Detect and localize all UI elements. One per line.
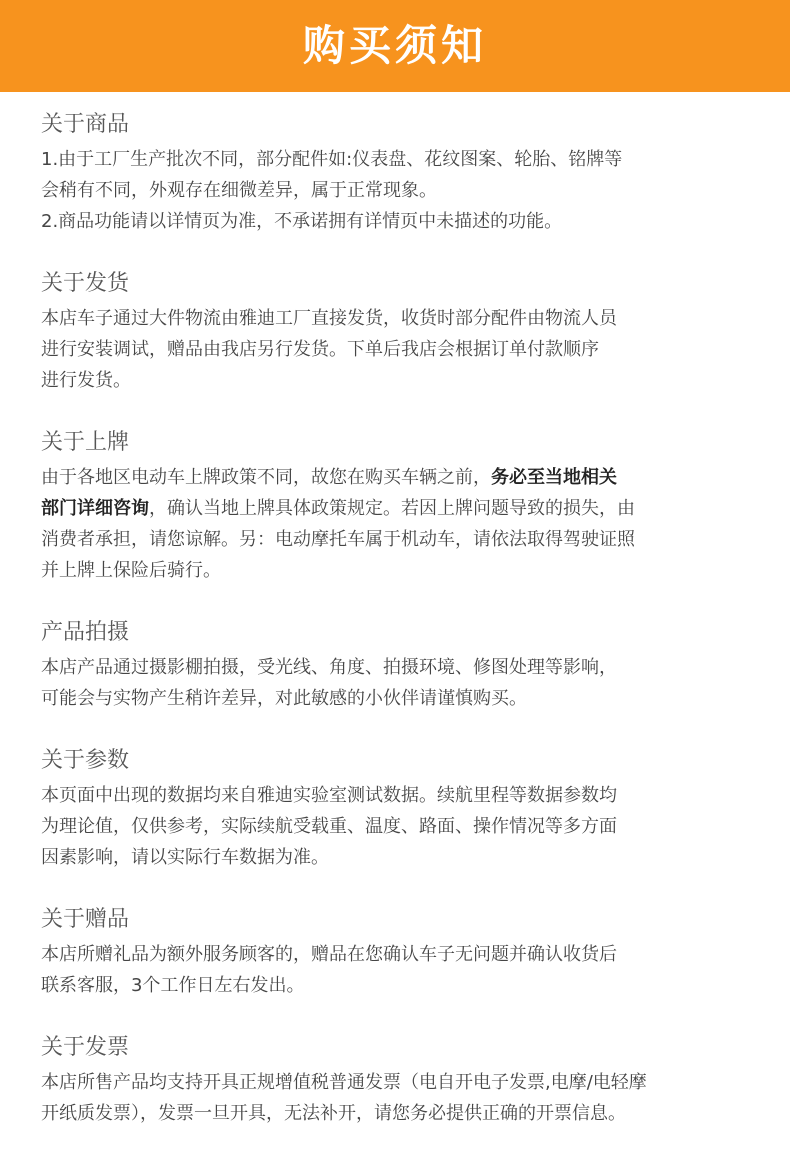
section-line: 可能会与实物产生稍许差异，对此敏感的小伙伴请谨慎购买。 <box>41 688 527 709</box>
section-line: 并上牌上保险后骑行。 <box>41 560 221 581</box>
section-title: 关于赠品 <box>41 907 130 932</box>
section-parameters <box>41 746 776 873</box>
text-emphasis: 务必至当地相关 <box>491 467 617 488</box>
section-line: 会稍有不同，外观存在细微差异，属于正常现象。 <box>41 180 437 201</box>
section-line: 进行安装调试，赠品由我店另行发货。下单后我店会根据订单付款顺序 <box>41 339 599 360</box>
section-title: 关于商品 <box>41 112 130 137</box>
section-product <box>41 110 776 237</box>
section-line: 本页面中出现的数据均来自雅迪实验室测试数据。续航里程等数据参数均 <box>41 785 617 806</box>
section-title: 产品拍摄 <box>41 620 130 645</box>
section-gifts <box>41 905 776 1001</box>
page-title: 购买须知 <box>302 21 487 70</box>
text-normal: 由于各地区电动车上牌政策不同，故您在购买车辆之前， <box>41 467 491 488</box>
section-line: 进行发货。 <box>41 370 131 391</box>
section-line: 消费者承担，请您谅解。另：电动摩托车属于机动车，请依法取得驾驶证照 <box>41 529 635 550</box>
notice-content <box>41 110 776 1161</box>
section-line: 本店所赠礼品为额外服务顾客的，赠品在您确认车子无问题并确认收货后 <box>41 944 617 965</box>
section-line: 本店所售产品均支持开具正规增值税普通发票（电自开电子发票,电摩/电轻摩 <box>41 1072 647 1093</box>
section-photography <box>41 618 776 714</box>
section-line: 开纸质发票），发票一旦开具，无法补开，请您务必提供正确的开票信息。 <box>41 1103 626 1124</box>
section-line <box>41 462 776 493</box>
section-shipping <box>41 269 776 396</box>
section-line: 本店产品通过摄影棚拍摄，受光线、角度、拍摄环境、修图处理等影响， <box>41 657 617 678</box>
section-line: 为理论值，仅供参考，实际续航受载重、温度、路面、操作情况等多方面 <box>41 816 617 837</box>
section-line: 2.商品功能请以详情页为准，不承诺拥有详情页中未描述的功能。 <box>41 211 563 232</box>
page-header <box>0 0 790 92</box>
text-emphasis: 部门详细咨询 <box>41 498 149 519</box>
section-line: 本店车子通过大件物流由雅迪工厂直接发货，收货时部分配件由物流人员 <box>41 308 617 329</box>
section-title: 关于上牌 <box>41 430 130 455</box>
section-invoice <box>41 1033 776 1129</box>
section-line: 1.由于工厂生产批次不同，部分配件如:仪表盘、花纹图案、轮胎、铭牌等 <box>41 149 623 170</box>
section-license-plate <box>41 428 776 586</box>
section-title: 关于发票 <box>41 1035 130 1060</box>
section-line: 因素影响，请以实际行车数据为准。 <box>41 847 329 868</box>
section-title: 关于发货 <box>41 271 130 296</box>
section-line <box>41 493 776 524</box>
section-title: 关于参数 <box>41 748 130 773</box>
text-normal: ，确认当地上牌具体政策规定。若因上牌问题导致的损失，由 <box>149 498 635 519</box>
section-line: 联系客服，3个工作日左右发出。 <box>41 975 305 996</box>
